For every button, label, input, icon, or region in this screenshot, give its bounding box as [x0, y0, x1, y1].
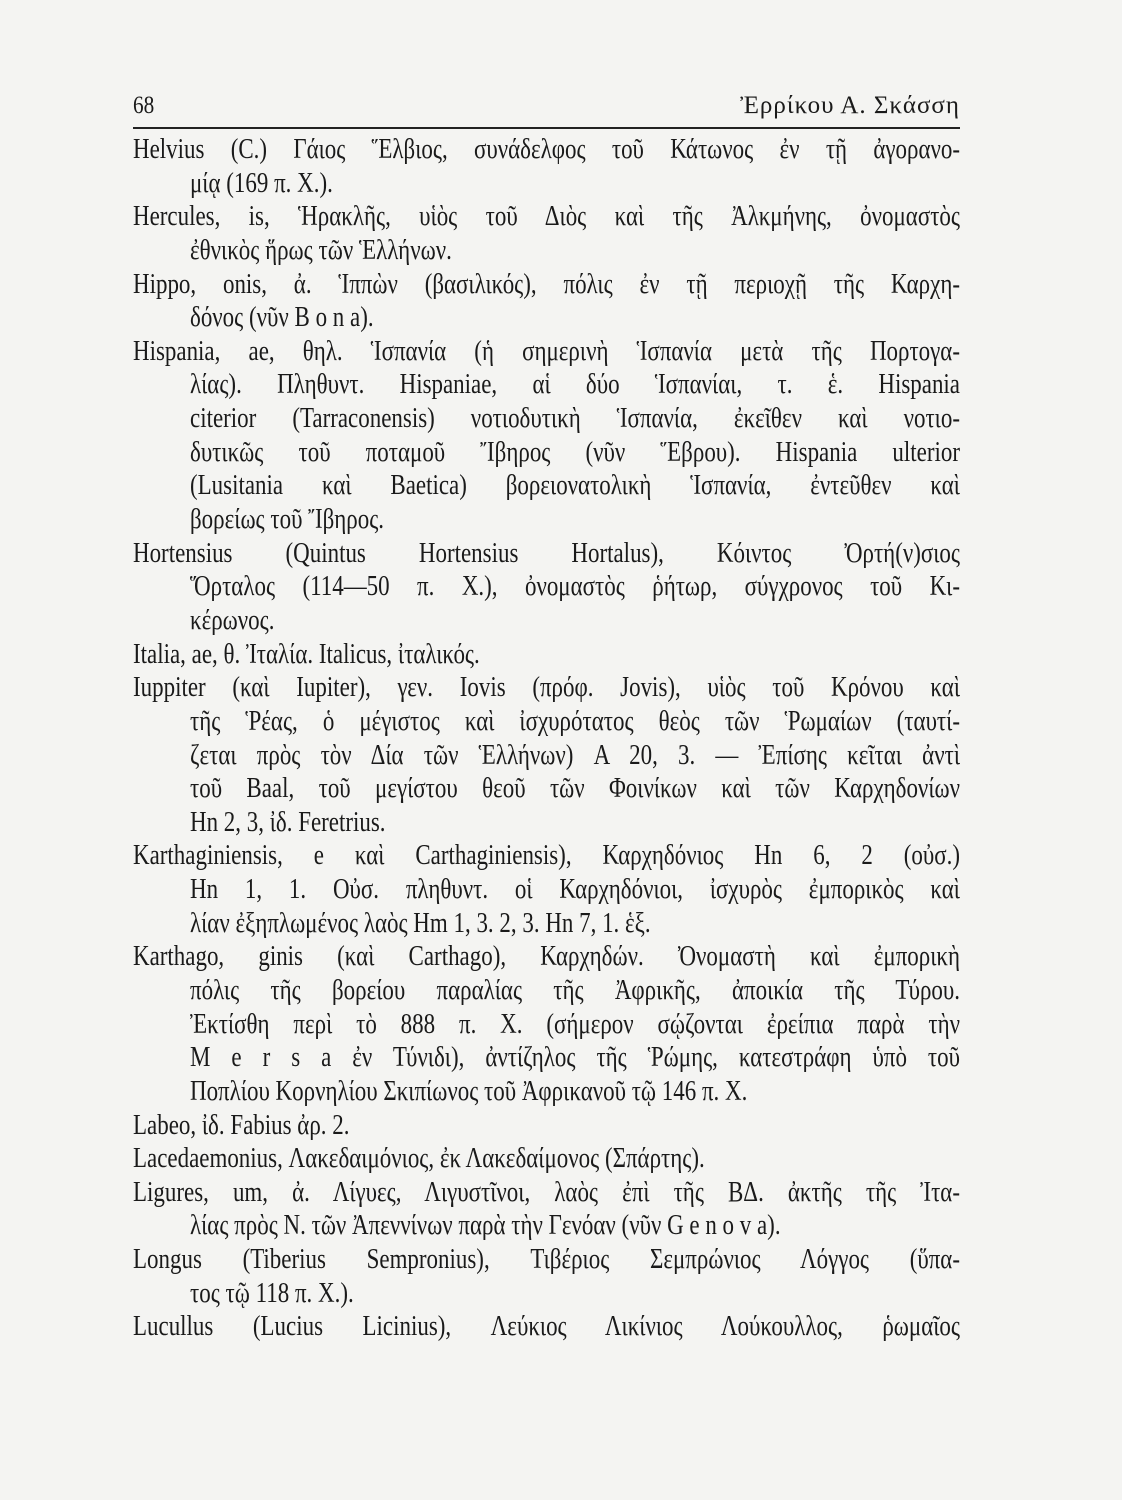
entry-continuation-line: ἐθνικὸς ἥρως τῶν Ἑλλήνων. — [190, 234, 452, 266]
entry-continuation-line: δόνος (νῦν B o n a). — [190, 302, 374, 334]
entry-continuation-line: λίαν ἐξηπλωμένος λαὸς Hm 1, 3. 2, 3. Hn 7, 1. ἑξ. — [190, 907, 651, 939]
entry-headline: Lacedaemonius, Λακεδαιμόνιος, ἐκ Λακεδαίμονος (Σπάρτης). — [133, 1143, 705, 1175]
entry-headline: Hortensius (Quintus Hortensius Hortalus), Κόιντος Ὀρτή(ν)σιος — [133, 537, 960, 569]
entry-continuation-line: Hn 1, 1. Οὐσ. πληθυντ. οἱ Καρχηδόνιοι, ἰσχυρὸς ἐμπορικὸς καὶ — [190, 874, 960, 906]
entry-headline: Karthago, ginis (καὶ Carthago), Καρχηδών. Ὀνομαστὴ καὶ ἐμπορικὴ — [133, 941, 960, 973]
entry-continuation-line: λίας). Πληθυντ. Hispaniae, αἱ δύο Ἱσπανίαι, τ. ἑ. Hispania — [190, 369, 960, 401]
entry-continuation-line: (Lusitania καὶ Baetica) βορειονατολικὴ Ἱσπανία, ἐντεῦθεν καὶ — [190, 470, 960, 502]
entry-continuation-line: δυτικῶς τοῦ ποταμοῦ Ἴβηρος (νῦν Ἕβρου). Hispania ulterior — [190, 436, 960, 468]
entry-headline: Longus (Tiberius Sempronius), Τιβέριος Σεμπρώνιος Λόγγος (ὕπα- — [133, 1244, 960, 1276]
running-title: Ἐρρίκου Α. Σκάσση — [740, 92, 960, 119]
entry-headline: Karthaginiensis, e καὶ Carthaginiensis), Καρχηδόνιος Hn 6, 2 (οὐσ.) — [133, 840, 960, 872]
entry-continuation-line: μίᾳ (169 π. Χ.). — [190, 167, 333, 199]
entry-continuation-line: Ποπλίου Κορνηλίου Σκιπίωνος τοῦ Ἀφρικανοῦ τῷ 146 π. Χ. — [190, 1075, 748, 1107]
entry-headline: Iuppiter (καὶ Iupiter), γεν. Iovis (πρόφ. Jovis), υἱὸς τοῦ Κρόνου καὶ — [133, 672, 960, 704]
entry-continuation-line: τῆς Ῥέας, ὁ μέγιστος καὶ ἰσχυρότατος θεὸς τῶν Ῥωμαίων (ταυτί- — [190, 705, 960, 737]
entry-continuation-line: ζεται πρὸς τὸν Δία τῶν Ἑλλήνων) A 20, 3. — Ἐπίσης κεῖται ἀντὶ — [190, 739, 960, 771]
entry-headline: Ligures, um, ἀ. Λίγυες, Λιγυστῖνοι, λαὸς ἐπὶ τῆς ΒΔ. ἀκτῆς τῆς Ἰτα- — [133, 1176, 960, 1208]
entry-continuation-line: Hn 2, 3, ἰδ. Feretrius. — [190, 806, 386, 838]
entry-continuation-line: Ἐκτίσθη περὶ τὸ 888 π. Χ. (σήμερον σῴζονται ἐρείπια παρὰ τὴν — [190, 1008, 960, 1040]
entry-continuation-line: βορείως τοῦ Ἴβηρος. — [190, 504, 385, 536]
entry-continuation-line: citerior (Tarraconensis) νοτιοδυτικὴ Ἱσπανία, ἐκεῖθεν καὶ νοτιο- — [190, 403, 960, 435]
entry-continuation-line: Ὅρταλος (114—50 π. Χ.), ὀνομαστὸς ῥήτωρ, σύγχρονος τοῦ Κι- — [190, 571, 960, 603]
entry-continuation-line: τος τῷ 118 π. Χ.). — [190, 1277, 354, 1309]
entry-continuation-line: πόλις τῆς βορείου παραλίας τῆς Ἀφρικῆς, ἀποικία τῆς Τύρου. — [190, 975, 960, 1006]
entry-headline: Hercules, is, Ἡρακλῆς, υἱὸς τοῦ Διὸς καὶ τῆς Ἀλκμήνης, ὀνομαστὸς — [133, 201, 960, 233]
page-number: 68 — [133, 92, 155, 119]
entry-continuation-line: λίας πρὸς Ν. τῶν Ἀπεννίνων παρὰ τὴν Γενόαν (νῦν G e n o v a). — [190, 1210, 781, 1242]
entry-continuation-line: κέρωνος. — [190, 604, 275, 636]
entry-continuation-line: τοῦ Baal, τοῦ μεγίστου θεοῦ τῶν Φοινίκων καὶ τῶν Καρχηδονίων — [190, 773, 960, 805]
entry-headline: Hippo, onis, ἀ. Ἱππὼν (βασιλικός), πόλις ἐν τῇ περιοχῇ τῆς Καρχη- — [133, 268, 960, 300]
header-rule — [133, 127, 960, 129]
entry-headline: Italia, ae, θ. Ἰταλία. Italicus, ἰταλικός. — [133, 638, 480, 670]
entry-continuation-line: M e r s a ἐν Τύνιδι), ἀντίζηλος τῆς Ῥώμης, κατεστράφη ὑπὸ τοῦ — [190, 1042, 960, 1074]
entry-headline: Hispania, ae, θηλ. Ἱσπανία (ἡ σημερινὴ Ἱσπανία μετὰ τῆς Πορτογα- — [133, 335, 960, 367]
entry-headline: Helvius (C.) Γάιος Ἕλβιος, συνάδελφος τοῦ Κάτωνος ἐν τῇ ἀγορανο- — [133, 134, 960, 165]
entry-headline: Lucullus (Lucius Licinius), Λεύκιος Λικίνιος Λούκουλλος, ῥωμαῖος — [133, 1311, 960, 1343]
entry-headline: Labeo, ἰδ. Fabius ἀρ. 2. — [133, 1109, 350, 1141]
